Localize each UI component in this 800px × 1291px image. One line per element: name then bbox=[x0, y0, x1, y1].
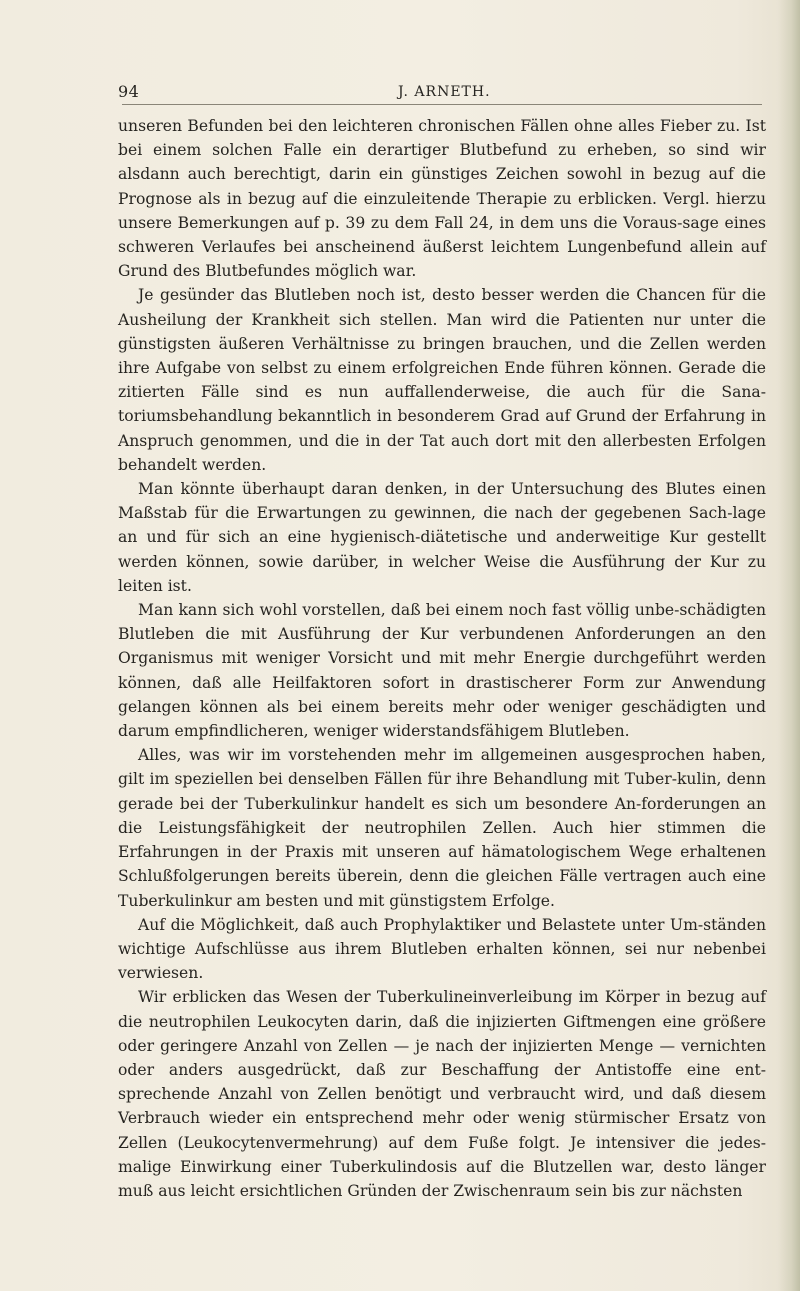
paragraph-continuation: unseren Befunden bei den leichteren chronischen Fällen ohne alles Fieber zu. Ist bei einem solchen Falle ein derartiger Blutbefund zu erheben, so sind wir alsdann auch berechtigt, darin ein günstiges Zeichen sowohl in bezug auf die Prognose als in bezug auf die einzuleitende Therapie zu erblicken. Vergl. hierzu unsere Bemerkungen auf p. 39 zu dem Fall 24, in dem uns die Voraus-sage eines schweren Verlaufes bei anscheinend äußerst leichtem Lungenbefund allein auf Grund des Blutbefundes möglich war. bbox=[118, 117, 766, 281]
paragraph: Je gesünder das Blutleben noch ist, desto besser werden die Chancen für die Ausheilung der Krankheit sich stellen. Man wird die Patienten nur unter die günstigsten äußeren Verhältnisse zu bringen brauchen, und die Zellen werden ihre Aufgabe von selbst zu einem erfolgreichen Ende führen können. Gerade die zitierten Fälle sind es nun auffallenderweise, die auch für die Sana-toriumsbehandlung bekanntlich in besonderem Grad auf Grund der Erfahrung in Anspruch genommen, und die in der Tat auch dort mit den allerbesten Erfolgen behandelt werden. bbox=[118, 286, 766, 474]
page-number: 94 bbox=[118, 82, 140, 101]
paragraph: Man könnte überhaupt daran denken, in der Untersuchung des Blutes einen Maßstab für die Erwartungen zu gewinnen, die nach der gegebenen Sach-lage an und für sich an eine hygienisch-diätetische und anderweitige Kur gestellt werden können, sowie darüber, in welcher Weise die Ausführung der Kur zu leiten ist. bbox=[118, 480, 766, 595]
running-head: J. ARNETH. bbox=[398, 84, 491, 100]
page-header bbox=[118, 82, 766, 104]
paragraph: Auf die Möglichkeit, daß auch Prophylaktiker und Belastete unter Um-ständen wichtige Aufschlüsse aus ihrem Blutleben erhalten können, sei nur nebenbei verwiesen. bbox=[118, 915, 766, 983]
paragraph: Wir erblicken das Wesen der Tuberkulineinverleibung im Körper in bezug auf die neutrophilen Leukocyten darin, daß die injizierten Giftmengen eine größere oder geringere Anzahl von Zellen — je nach der injizierten Menge — vernichten oder anders ausgedrückt, daß zur Beschaffung der Antistoffe eine ent-sprechende Anzahl von Zellen benötigt und verbraucht wird, und daß diesem Verbrauch wieder ein entsprechend mehr oder wenig stürmischer Ersatz von Zellen (Leukocytenvermehrung) auf dem Fuße folgt. Je intensiver die jedes-malige Einwirkung einer Tuberkulindosis auf die Blutzellen war, desto länger muß aus leicht ersichtlichen Gründen der Zwischenraum sein bis zur nächsten bbox=[118, 988, 766, 1200]
paragraph: Alles, was wir im vorstehenden mehr im allgemeinen ausgesprochen haben, gilt im speziellen bei denselben Fällen für ihre Behandlung mit Tuber-kulin, denn gerade bei der Tuberkulinkur handelt es sich um besondere An-forderungen an die Leistungsfähigkeit der neutrophilen Zellen. Auch hier stimmen die Erfahrungen in der Praxis mit unseren auf hämatologischem Wege erhaltenen Schlußfolgerungen bereits überein, denn die gleichen Fälle vertragen auch eine Tuberkulinkur am besten und mit günstigstem Erfolge. bbox=[118, 746, 766, 910]
paragraph: Man kann sich wohl vorstellen, daß bei einem noch fast völlig unbe-schädigten Blutleben die mit Ausführung der Kur verbundenen Anforderungen an den Organismus mit weniger Vorsicht und mit mehr Energie durchgeführt werden können, daß alle Heilfaktoren sofort in drastischerer Form zur Anwendung gelangen können als bei einem bereits mehr oder weniger geschädigten und darum empfindlicheren, weniger widerstandsfähigem Blutleben. bbox=[118, 601, 766, 741]
body-text bbox=[118, 114, 766, 1203]
page-edge-shadow bbox=[778, 0, 800, 1291]
header-rule bbox=[122, 104, 762, 105]
